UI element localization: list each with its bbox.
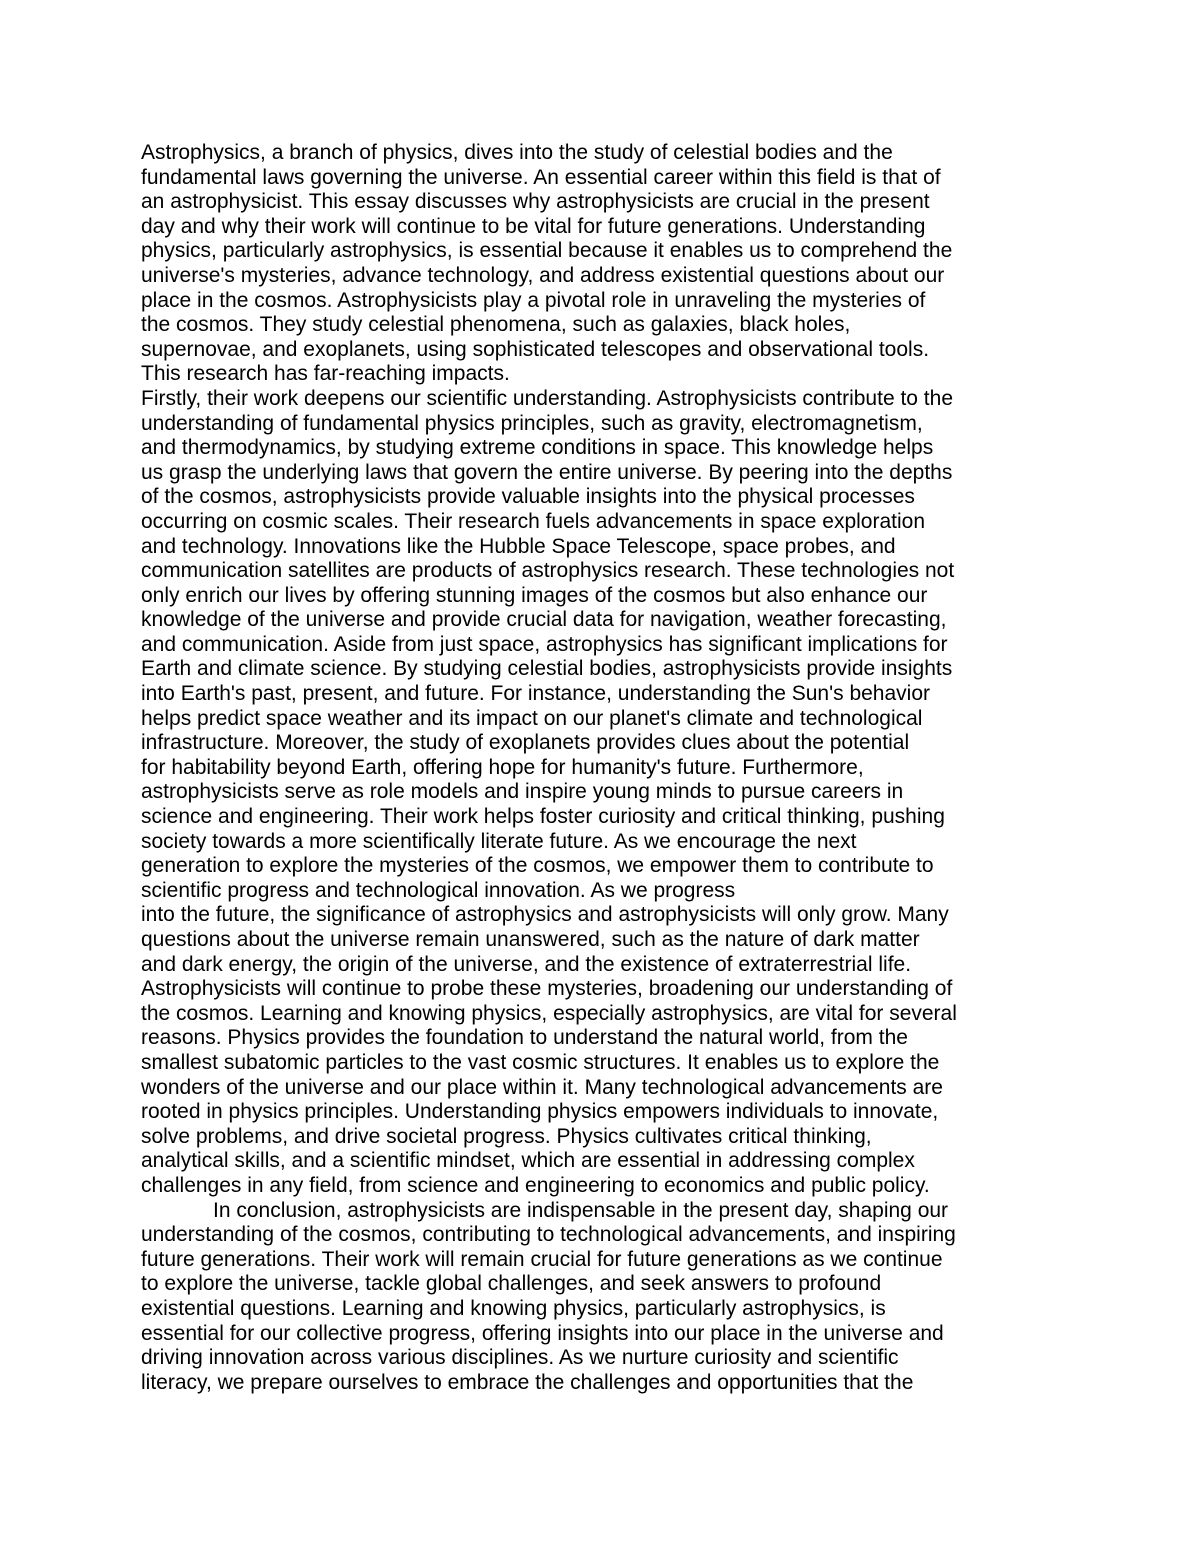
text-line: Astrophysics, a branch of physics, dives into the study of celestial bodies and the (141, 141, 893, 164)
text-line: understanding of the cosmos, contributing to technological advancements, and inspiring (141, 1223, 956, 1247)
text-line: astrophysicists serve as role models and inspire young minds to pursue careers in (141, 780, 904, 804)
text-line: for habitability beyond Earth, offering hope for humanity's future. Furthermore, (141, 755, 864, 779)
text-line: driving innovation across various disciplines. As we nurture curiosity and scientific (141, 1346, 899, 1370)
text-line: us grasp the underlying laws that govern the entire universe. By peering into the depths (141, 460, 953, 484)
text-line: challenges in any field, from science and engineering to economics and public policy. (141, 1173, 930, 1197)
text-line: into Earth's past, present, and future. For instance, understanding the Sun's behavior (141, 682, 930, 706)
text-line: fundamental laws governing the universe. An essential career within this field is that of (141, 165, 941, 189)
text-line: communication satellites are products of astrophysics research. These technologies not (141, 559, 955, 583)
text-line: of the cosmos, astrophysicists provide valuable insights into the physical processes (141, 485, 915, 509)
text-line: analytical skills, and a scientific mindset, which are essential in addressing complex (141, 1149, 915, 1173)
text-line: literacy, we prepare ourselves to embrace the challenges and opportunities that the (141, 1370, 914, 1394)
text-line: This research has far-reaching impacts. (141, 362, 510, 386)
text-line: Firstly, their work deepens our scientific understanding. Astrophysicists contribute to the (141, 386, 953, 410)
text-line: society towards a more scientifically literate future. As we encourage the next (141, 829, 857, 853)
essay-body (141, 141, 1071, 1395)
text-line: an astrophysicist. This essay discusses why astrophysicists are crucial in the present (141, 190, 930, 214)
text-line: universe's mysteries, advance technology, and address existential questions about our (141, 263, 945, 287)
text-line: and thermodynamics, by studying extreme conditions in space. This knowledge helps (141, 436, 934, 460)
text-line: smallest subatomic particles to the vast cosmic structures. It enables us to explore the (141, 1050, 940, 1074)
text-line: knowledge of the universe and provide crucial data for navigation, weather forecasting, (141, 608, 947, 632)
text-line: to explore the universe, tackle global challenges, and seek answers to profound (141, 1272, 882, 1296)
text-line: solve problems, and drive societal progress. Physics cultivates critical thinking, (141, 1124, 872, 1148)
text-line: and technology. Innovations like the Hubble Space Telescope, space probes, and (141, 534, 896, 558)
text-line: Astrophysicists will continue to probe these mysteries, broadening our understanding of (141, 977, 953, 1001)
text-line: reasons. Physics provides the foundation to understand the natural world, from the (141, 1026, 908, 1050)
text-line: infrastructure. Moreover, the study of exoplanets provides clues about the potential (141, 731, 910, 755)
text-line: Earth and climate science. By studying celestial bodies, astrophysicists provide insights (141, 657, 953, 681)
text-line: into the future, the significance of astrophysics and astrophysicists will only grow. Many (141, 903, 949, 927)
text-line: existential questions. Learning and knowing physics, particularly astrophysics, is (141, 1296, 886, 1320)
text-line: place in the cosmos. Astrophysicists play a pivotal role in unraveling the mysteries of (141, 288, 926, 312)
text-line: scientific progress and technological innovation. As we progress (141, 878, 736, 902)
text-line: the cosmos. They study celestial phenomena, such as galaxies, black holes, (141, 313, 851, 337)
text-line: understanding of fundamental physics principles, such as gravity, electromagnetism, (141, 411, 923, 435)
text-line: the cosmos. Learning and knowing physics, especially astrophysics, are vital for several (141, 1001, 957, 1025)
text-line: occurring on cosmic scales. Their research fuels advancements in space exploration (141, 509, 925, 533)
text-line: questions about the universe remain unanswered, such as the nature of dark matter (141, 928, 920, 951)
text-line: only enrich our lives by offering stunning images of the cosmos but also enhance our (141, 583, 928, 607)
text-line: wonders of the universe and our place within it. Many technological advancements are (141, 1075, 943, 1099)
text-line: generation to explore the mysteries of the cosmos, we empower them to contribute to (141, 854, 934, 878)
text-line: rooted in physics principles. Understanding physics empowers individuals to innovate, (141, 1100, 939, 1124)
text-line: day and why their work will continue to be vital for future generations. Understanding (141, 214, 926, 238)
text-line: science and engineering. Their work helps foster curiosity and critical thinking, pushing (141, 805, 945, 829)
text-line-indented: In conclusion, astrophysicists are indispensable in the present day, shaping our (213, 1198, 949, 1222)
text-line: helps predict space weather and its impact on our planet's climate and technological (141, 706, 923, 730)
text-line: and communication. Aside from just space, astrophysics has significant implications for (141, 632, 948, 656)
text-line: physics, particularly astrophysics, is essential because it enables us to comprehend the (141, 239, 953, 263)
text-line: future generations. Their work will remain crucial for future generations as we continue (141, 1247, 943, 1271)
text-line: and dark energy, the origin of the universe, and the existence of extraterrestrial life. (141, 952, 912, 976)
text-line: essential for our collective progress, offering insights into our place in the universe and (141, 1321, 944, 1345)
text-line: supernovae, and exoplanets, using sophisticated telescopes and observational tools. (141, 337, 930, 361)
